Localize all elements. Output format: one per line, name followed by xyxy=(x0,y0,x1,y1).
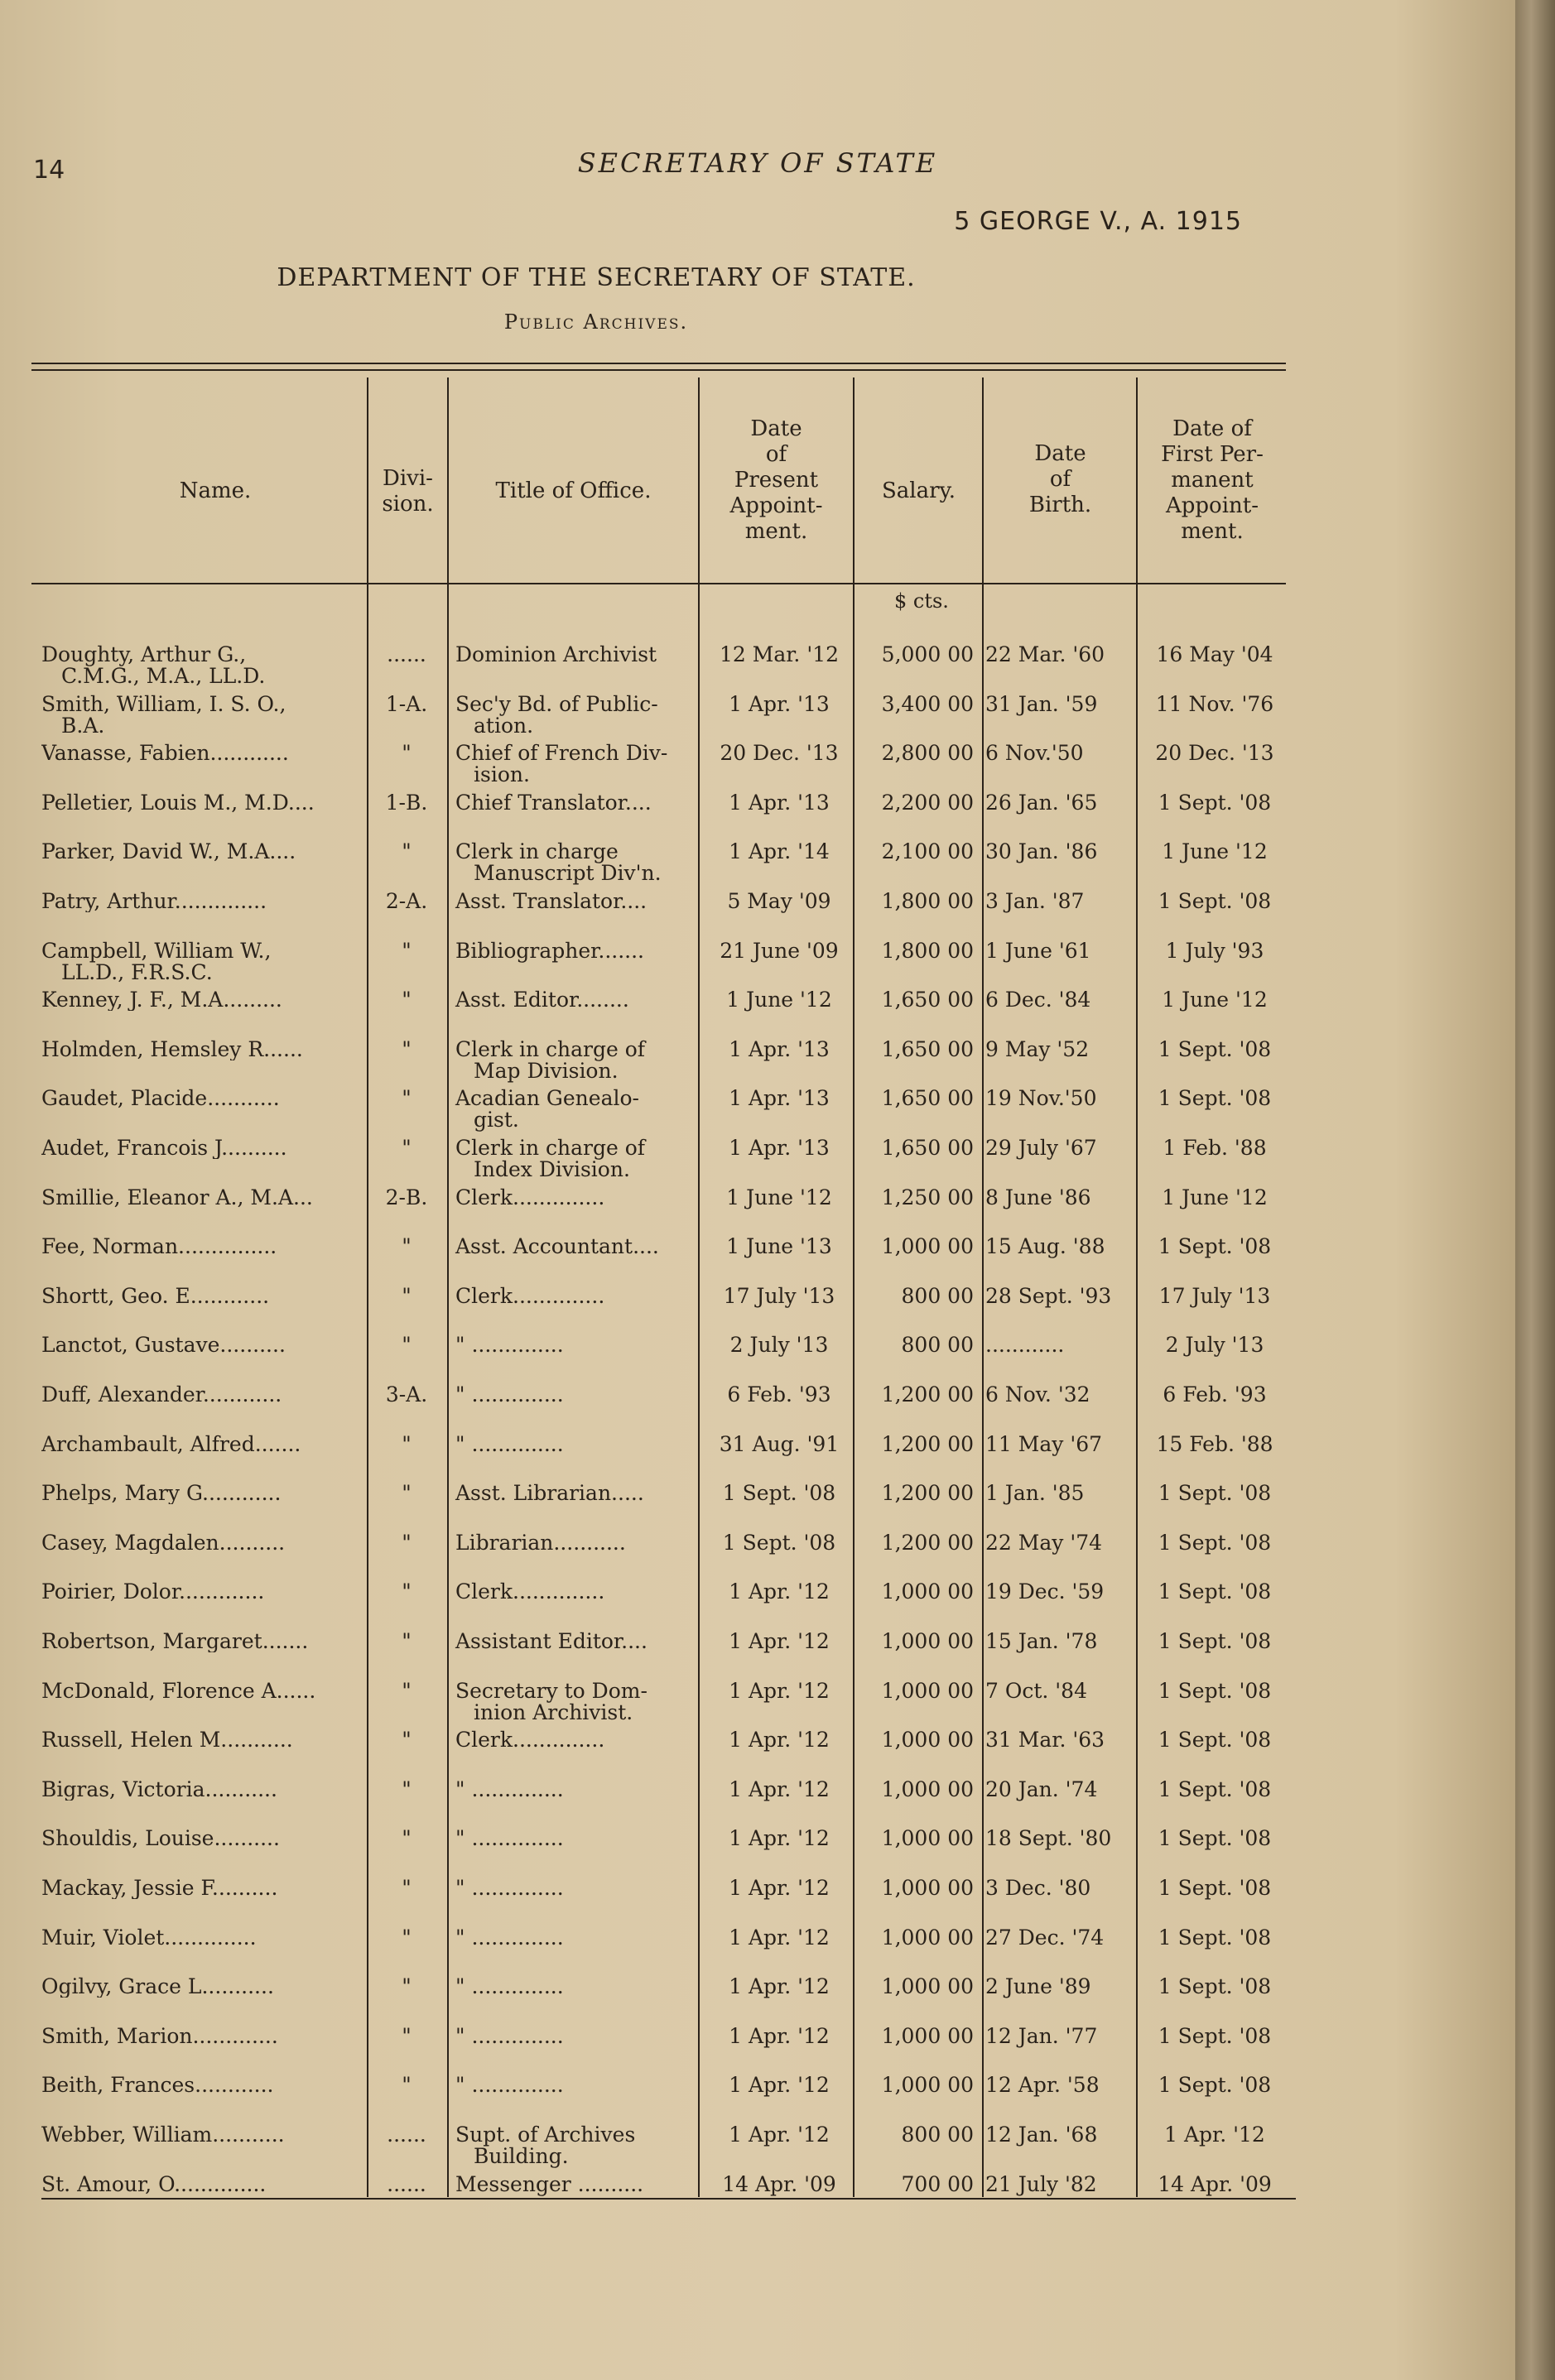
row-present-appointment: 5 May '09 xyxy=(727,889,831,913)
row-salary: 1,000 00 xyxy=(881,1579,974,1603)
table-row xyxy=(0,1532,1515,1582)
table-row xyxy=(0,2174,1515,2224)
row-first-appointment: 1 Sept. '08 xyxy=(1158,1826,1272,1850)
row-present-appointment: 1 Apr. '12 xyxy=(729,1579,830,1603)
row-salary: 1,200 00 xyxy=(881,1382,974,1406)
row-division: " xyxy=(402,1679,412,1703)
row-title: Messenger .......... xyxy=(455,2172,644,2196)
row-birth: 12 Jan. '77 xyxy=(985,2024,1098,2048)
row-division: " xyxy=(402,741,412,765)
table-row xyxy=(0,1729,1515,1779)
row-present-appointment: 1 Apr. '12 xyxy=(729,1926,830,1950)
table-row xyxy=(0,1680,1515,1730)
row-title: " .............. xyxy=(455,1876,564,1900)
department-title: DEPARTMENT OF THE SECRETARY OF STATE. xyxy=(277,263,916,292)
row-division: 1-B. xyxy=(385,791,428,815)
row-first-appointment: 1 June '12 xyxy=(1162,988,1268,1012)
row-birth: 19 Dec. '59 xyxy=(985,1579,1105,1603)
table-row xyxy=(0,644,1515,694)
header-title: Title of Office. xyxy=(495,478,652,503)
row-present-appointment: 21 June '09 xyxy=(720,939,839,963)
row-salary: 1,000 00 xyxy=(881,1876,974,1900)
row-present-appointment: 20 Dec. '13 xyxy=(720,741,839,765)
row-title: " .............. xyxy=(455,1333,564,1357)
table-row xyxy=(0,1187,1515,1237)
row-salary: 1,650 00 xyxy=(881,1086,974,1110)
row-title: Clerk.............. xyxy=(455,1579,605,1603)
row-first-appointment: 14 Apr. '09 xyxy=(1158,2172,1272,2196)
table-row xyxy=(0,1581,1515,1631)
row-birth: 15 Aug. '88 xyxy=(985,1234,1105,1258)
page-number: 14 xyxy=(33,156,65,185)
row-name: St. Amour, O.............. xyxy=(41,2174,267,2195)
row-present-appointment: 1 Apr. '13 xyxy=(729,1037,830,1061)
row-salary: 2,800 00 xyxy=(881,741,974,765)
row-first-appointment: 1 June '12 xyxy=(1162,839,1268,863)
row-name: Archambault, Alfred....... xyxy=(41,1434,301,1455)
row-birth: ............ xyxy=(985,1333,1065,1357)
row-division: " xyxy=(402,2073,412,2097)
row-present-appointment: 1 Apr. '12 xyxy=(729,2123,830,2147)
row-birth: 21 July '82 xyxy=(985,2172,1097,2196)
row-title: Supt. of Archives Building. xyxy=(455,2123,636,2168)
row-present-appointment: 1 June '12 xyxy=(726,988,832,1012)
row-salary: 1,200 00 xyxy=(881,1531,974,1555)
row-birth: 8 June '86 xyxy=(985,1185,1091,1209)
row-division: " xyxy=(402,1481,412,1505)
row-name: Vanasse, Fabien............ xyxy=(41,743,289,764)
row-first-appointment: 1 Sept. '08 xyxy=(1158,1234,1272,1258)
table-row xyxy=(0,743,1515,792)
row-title: " .............. xyxy=(455,1777,564,1801)
row-birth: 29 July '67 xyxy=(985,1136,1097,1160)
row-first-appointment: 20 Dec. '13 xyxy=(1155,741,1274,765)
row-birth: 6 Nov.'50 xyxy=(985,741,1084,765)
row-birth: 22 May '74 xyxy=(985,1531,1103,1555)
table-row xyxy=(0,1878,1515,1927)
row-division: " xyxy=(402,1284,412,1308)
row-division: ...... xyxy=(387,2172,426,2196)
row-title: Assistant Editor.... xyxy=(455,1629,648,1653)
row-division: 3-A. xyxy=(385,1382,428,1406)
row-present-appointment: 17 July '13 xyxy=(723,1284,835,1308)
row-birth: 22 Mar. '60 xyxy=(985,642,1105,666)
row-division: " xyxy=(402,1432,412,1456)
row-present-appointment: 1 Apr. '12 xyxy=(729,1629,830,1653)
table-row xyxy=(0,694,1515,743)
row-salary: 1,000 00 xyxy=(881,1629,974,1653)
row-division: ...... xyxy=(387,642,426,666)
row-name: Mackay, Jessie F.......... xyxy=(41,1878,278,1899)
row-division: " xyxy=(402,1777,412,1801)
row-birth: 27 Dec. '74 xyxy=(985,1926,1105,1950)
row-division: " xyxy=(402,839,412,863)
header-first-appointment: Date of First Per- manent Appoint- ment. xyxy=(1161,416,1264,544)
row-salary: 1,000 00 xyxy=(881,1728,974,1752)
table-top-rule xyxy=(31,363,1286,364)
row-birth: 20 Jan. '74 xyxy=(985,1777,1098,1801)
row-present-appointment: 1 Sept. '08 xyxy=(722,1531,836,1555)
row-salary: 1,800 00 xyxy=(881,939,974,963)
row-name: Patry, Arthur.............. xyxy=(41,891,267,912)
row-first-appointment: 1 Sept. '08 xyxy=(1158,2024,1272,2048)
row-name: Audet, Francois J.......... xyxy=(41,1137,287,1159)
row-first-appointment: 15 Feb. '88 xyxy=(1156,1432,1273,1456)
row-title: Clerk.............. xyxy=(455,1728,605,1752)
row-present-appointment: 1 Apr. '12 xyxy=(729,1974,830,1998)
row-salary: 800 00 xyxy=(901,1284,974,1308)
row-name: Shouldis, Louise.......... xyxy=(41,1828,280,1849)
row-name: Holmden, Hemsley R...... xyxy=(41,1039,303,1060)
row-first-appointment: 1 Feb. '88 xyxy=(1163,1136,1267,1160)
row-first-appointment: 1 Apr. '12 xyxy=(1164,2123,1265,2147)
row-salary: 3,400 00 xyxy=(881,692,974,716)
row-division: ...... xyxy=(387,2123,426,2147)
row-birth: 31 Jan. '59 xyxy=(985,692,1098,716)
row-first-appointment: 1 Sept. '08 xyxy=(1158,1086,1272,1110)
row-present-appointment: 1 Apr. '13 xyxy=(729,1086,830,1110)
row-name: Duff, Alexander............ xyxy=(41,1384,282,1406)
row-division: " xyxy=(402,1531,412,1555)
row-name: Lanctot, Gustave.......... xyxy=(41,1334,286,1356)
row-first-appointment: 1 Sept. '08 xyxy=(1158,1531,1272,1555)
row-title: Asst. Editor........ xyxy=(455,988,629,1012)
session-label: 5 GEORGE V., A. 1915 xyxy=(954,207,1242,236)
row-birth: 28 Sept. '93 xyxy=(985,1284,1112,1308)
row-first-appointment: 1 Sept. '08 xyxy=(1158,1481,1272,1505)
row-salary: 1,000 00 xyxy=(881,2024,974,2048)
row-salary: 1,650 00 xyxy=(881,988,974,1012)
row-birth: 31 Mar. '63 xyxy=(985,1728,1105,1752)
row-title: Bibliographer....... xyxy=(455,939,645,963)
row-name: Fee, Norman............... xyxy=(41,1236,277,1257)
row-salary: 1,200 00 xyxy=(881,1481,974,1505)
row-division: 2-B. xyxy=(385,1185,428,1209)
row-first-appointment: 1 Sept. '08 xyxy=(1158,1926,1272,1950)
row-title: " .............. xyxy=(455,2024,564,2048)
row-first-appointment: 16 May '04 xyxy=(1156,642,1273,666)
row-division: " xyxy=(402,1974,412,1998)
row-name: Beith, Frances............ xyxy=(41,2075,274,2096)
row-first-appointment: 1 Sept. '08 xyxy=(1158,1876,1272,1900)
running-head: SECRETARY OF STATE xyxy=(577,147,938,179)
row-salary: 1,000 00 xyxy=(881,1826,974,1850)
row-birth: 6 Dec. '84 xyxy=(985,988,1091,1012)
row-division: " xyxy=(402,988,412,1012)
row-title: Asst. Librarian..... xyxy=(455,1481,644,1505)
table-row xyxy=(0,1779,1515,1829)
row-name: Smillie, Eleanor A., M.A... xyxy=(41,1187,313,1209)
row-birth: 11 May '67 xyxy=(985,1432,1103,1456)
row-title: Acadian Genealo- gist. xyxy=(455,1086,639,1132)
table-row xyxy=(0,1088,1515,1137)
row-first-appointment: 1 Sept. '08 xyxy=(1158,1629,1272,1653)
row-first-appointment: 1 Sept. '08 xyxy=(1158,1728,1272,1752)
row-title: Clerk in charge of Map Division. xyxy=(455,1037,646,1083)
row-present-appointment: 1 Apr. '12 xyxy=(729,2024,830,2048)
row-name: Robertson, Margaret....... xyxy=(41,1631,309,1652)
row-first-appointment: 1 Sept. '08 xyxy=(1158,1974,1272,1998)
row-title: " .............. xyxy=(455,1826,564,1850)
row-first-appointment: 6 Feb. '93 xyxy=(1163,1382,1267,1406)
row-first-appointment: 1 Sept. '08 xyxy=(1158,1777,1272,1801)
row-title: Dominion Archivist xyxy=(455,642,657,666)
row-division: 1-A. xyxy=(385,692,428,716)
row-first-appointment: 1 June '12 xyxy=(1162,1185,1268,1209)
row-division: " xyxy=(402,1876,412,1900)
row-present-appointment: 1 Apr. '13 xyxy=(729,1136,830,1160)
table-row xyxy=(0,1631,1515,1680)
row-present-appointment: 12 Mar. '12 xyxy=(719,642,840,666)
row-present-appointment: 1 Apr. '13 xyxy=(729,791,830,815)
row-birth: 2 June '89 xyxy=(985,1974,1091,1998)
row-title: Asst. Accountant.... xyxy=(455,1234,659,1258)
row-birth: 3 Dec. '80 xyxy=(985,1876,1091,1900)
row-salary: 1,650 00 xyxy=(881,1136,974,1160)
table-row xyxy=(0,1039,1515,1089)
row-division: " xyxy=(402,2024,412,2048)
header-birth: Date of Birth. xyxy=(1028,441,1092,517)
table-row xyxy=(0,1334,1515,1384)
row-salary: 800 00 xyxy=(901,2123,974,2147)
row-salary: 800 00 xyxy=(901,1333,974,1357)
row-first-appointment: 11 Nov. '76 xyxy=(1155,692,1274,716)
row-birth: 30 Jan. '86 xyxy=(985,839,1098,863)
table-row xyxy=(0,1384,1515,1434)
table-row xyxy=(0,1137,1515,1187)
row-birth: 12 Apr. '58 xyxy=(985,2073,1100,2097)
row-title: " .............. xyxy=(455,2073,564,2097)
row-present-appointment: 1 Apr. '12 xyxy=(729,2073,830,2097)
row-birth: 18 Sept. '80 xyxy=(985,1826,1112,1850)
row-first-appointment: 2 July '13 xyxy=(1165,1333,1264,1357)
row-present-appointment: 1 Apr. '13 xyxy=(729,692,830,716)
row-birth: 6 Nov. '32 xyxy=(985,1382,1090,1406)
row-birth: 7 Oct. '84 xyxy=(985,1679,1087,1703)
row-present-appointment: 1 June '12 xyxy=(726,1185,832,1209)
row-salary: 1,000 00 xyxy=(881,1679,974,1703)
salary-unit: $ cts. xyxy=(894,589,949,613)
table-row xyxy=(0,1828,1515,1878)
table-row xyxy=(0,1286,1515,1335)
row-salary: 1,200 00 xyxy=(881,1432,974,1456)
row-first-appointment: 1 Sept. '08 xyxy=(1158,1579,1272,1603)
row-name: Casey, Magdalen.......... xyxy=(41,1532,286,1554)
row-title: " .............. xyxy=(455,1432,564,1456)
row-name: Smith, William, I. S. O., B.A. xyxy=(41,694,286,737)
row-division: " xyxy=(402,1086,412,1110)
row-birth: 26 Jan. '65 xyxy=(985,791,1098,815)
header-bottom-rule xyxy=(31,583,1286,584)
row-title: Clerk in charge Manuscript Div'n. xyxy=(455,839,662,885)
row-name: Kenney, J. F., M.A......... xyxy=(41,989,282,1011)
row-division: " xyxy=(402,1333,412,1357)
table-row xyxy=(0,989,1515,1039)
row-division: " xyxy=(402,1728,412,1752)
row-salary: 5,000 00 xyxy=(881,642,974,666)
row-salary: 1,250 00 xyxy=(881,1185,974,1209)
row-division: 2-A. xyxy=(385,889,428,913)
row-salary: 1,000 00 xyxy=(881,1234,974,1258)
table-top-rule-2 xyxy=(31,369,1286,371)
row-salary: 700 00 xyxy=(901,2172,974,2196)
row-name: Ogilvy, Grace L........... xyxy=(41,1976,274,1998)
row-present-appointment: 2 July '13 xyxy=(729,1333,829,1357)
row-present-appointment: 1 Apr. '12 xyxy=(729,1679,830,1703)
row-name: Phelps, Mary G............ xyxy=(41,1483,282,1504)
row-present-appointment: 6 Feb. '93 xyxy=(727,1382,831,1406)
table-row xyxy=(0,2026,1515,2075)
row-present-appointment: 1 Apr. '12 xyxy=(729,1876,830,1900)
row-name: McDonald, Florence A...... xyxy=(41,1680,316,1702)
row-name: Gaudet, Placide........... xyxy=(41,1088,280,1109)
row-title: Clerk.............. xyxy=(455,1185,605,1209)
row-birth: 15 Jan. '78 xyxy=(985,1629,1098,1653)
row-name: Bigras, Victoria........... xyxy=(41,1779,277,1801)
row-salary: 2,200 00 xyxy=(881,791,974,815)
row-present-appointment: 31 Aug. '91 xyxy=(719,1432,840,1456)
row-title: Asst. Translator.... xyxy=(455,889,648,913)
row-title: " .............. xyxy=(455,1974,564,1998)
row-name: Muir, Violet.............. xyxy=(41,1927,257,1949)
table-row xyxy=(0,1434,1515,1483)
row-birth: 1 June '61 xyxy=(985,939,1091,963)
table-row xyxy=(0,841,1515,891)
row-salary: 1,800 00 xyxy=(881,889,974,913)
row-salary: 1,000 00 xyxy=(881,1974,974,1998)
row-birth: 3 Jan. '87 xyxy=(985,889,1085,913)
table-row xyxy=(0,940,1515,990)
row-present-appointment: 1 Apr. '12 xyxy=(729,1728,830,1752)
row-first-appointment: 1 July '93 xyxy=(1165,939,1264,963)
row-salary: 1,000 00 xyxy=(881,1926,974,1950)
row-name: Campbell, William W., LL.D., F.R.S.C. xyxy=(41,940,272,983)
branch-title: Public Archives. xyxy=(503,310,689,334)
table-row xyxy=(0,1236,1515,1286)
row-name: Poirier, Dolor............. xyxy=(41,1581,265,1603)
row-first-appointment: 1 Sept. '08 xyxy=(1158,1037,1272,1061)
row-name: Webber, William........... xyxy=(41,2124,285,2146)
row-division: " xyxy=(402,1629,412,1653)
row-present-appointment: 1 June '13 xyxy=(726,1234,832,1258)
row-present-appointment: 1 Sept. '08 xyxy=(722,1481,836,1505)
table-row xyxy=(0,1976,1515,2026)
row-salary: 1,650 00 xyxy=(881,1037,974,1061)
header-salary: Salary. xyxy=(881,478,956,503)
header-name: Name. xyxy=(179,478,252,503)
row-name: Pelletier, Louis M., M.D.... xyxy=(41,792,315,814)
row-birth: 19 Nov.'50 xyxy=(985,1086,1097,1110)
row-title: " .............. xyxy=(455,1926,564,1950)
row-division: " xyxy=(402,1136,412,1160)
header-present-appointment: Date of Present Appoint- ment. xyxy=(729,416,823,544)
table-row xyxy=(0,891,1515,940)
row-first-appointment: 1 Sept. '08 xyxy=(1158,1679,1272,1703)
row-division: " xyxy=(402,1037,412,1061)
row-salary: 1,000 00 xyxy=(881,2073,974,2097)
table-row xyxy=(0,1927,1515,1977)
table-row xyxy=(0,2124,1515,2174)
row-division: " xyxy=(402,1234,412,1258)
row-present-appointment: 1 Apr. '12 xyxy=(729,1777,830,1801)
table-row xyxy=(0,2075,1515,2124)
row-title: Chief of French Div- ision. xyxy=(455,741,668,786)
row-birth: 12 Jan. '68 xyxy=(985,2123,1098,2147)
row-title: Librarian........... xyxy=(455,1531,626,1555)
row-title: Sec'y Bd. of Public- ation. xyxy=(455,692,658,738)
row-name: Smith, Marion............. xyxy=(41,2026,278,2047)
row-birth: 1 Jan. '85 xyxy=(985,1481,1085,1505)
row-title: Clerk in charge of Index Division. xyxy=(455,1136,646,1181)
row-present-appointment: 14 Apr. '09 xyxy=(722,2172,836,2196)
table-row xyxy=(0,1483,1515,1532)
row-division: " xyxy=(402,1926,412,1950)
row-title: Secretary to Dom- inion Archivist. xyxy=(455,1679,648,1724)
row-salary: 1,000 00 xyxy=(881,1777,974,1801)
row-birth: 9 May '52 xyxy=(985,1037,1090,1061)
row-salary: 2,100 00 xyxy=(881,839,974,863)
row-name: Doughty, Arthur G., C.M.G., M.A., LL.D. xyxy=(41,644,266,687)
row-division: " xyxy=(402,1579,412,1603)
row-division: " xyxy=(402,1826,412,1850)
book-edge xyxy=(1515,0,1555,2380)
row-title: Clerk.............. xyxy=(455,1284,605,1308)
row-first-appointment: 1 Sept. '08 xyxy=(1158,889,1272,913)
row-title: " .............. xyxy=(455,1382,564,1406)
row-first-appointment: 1 Sept. '08 xyxy=(1158,791,1272,815)
row-present-appointment: 1 Apr. '12 xyxy=(729,1826,830,1850)
row-first-appointment: 17 July '13 xyxy=(1158,1284,1271,1308)
row-name: Shortt, Geo. E............ xyxy=(41,1286,270,1307)
row-name: Parker, David W., M.A.... xyxy=(41,841,296,863)
header-division: Divi- sion. xyxy=(382,466,434,517)
row-name: Russell, Helen M........... xyxy=(41,1729,293,1751)
table-row xyxy=(0,792,1515,842)
row-present-appointment: 1 Apr. '14 xyxy=(729,839,830,863)
row-division: " xyxy=(402,939,412,963)
row-title: Chief Translator.... xyxy=(455,791,652,815)
row-first-appointment: 1 Sept. '08 xyxy=(1158,2073,1272,2097)
